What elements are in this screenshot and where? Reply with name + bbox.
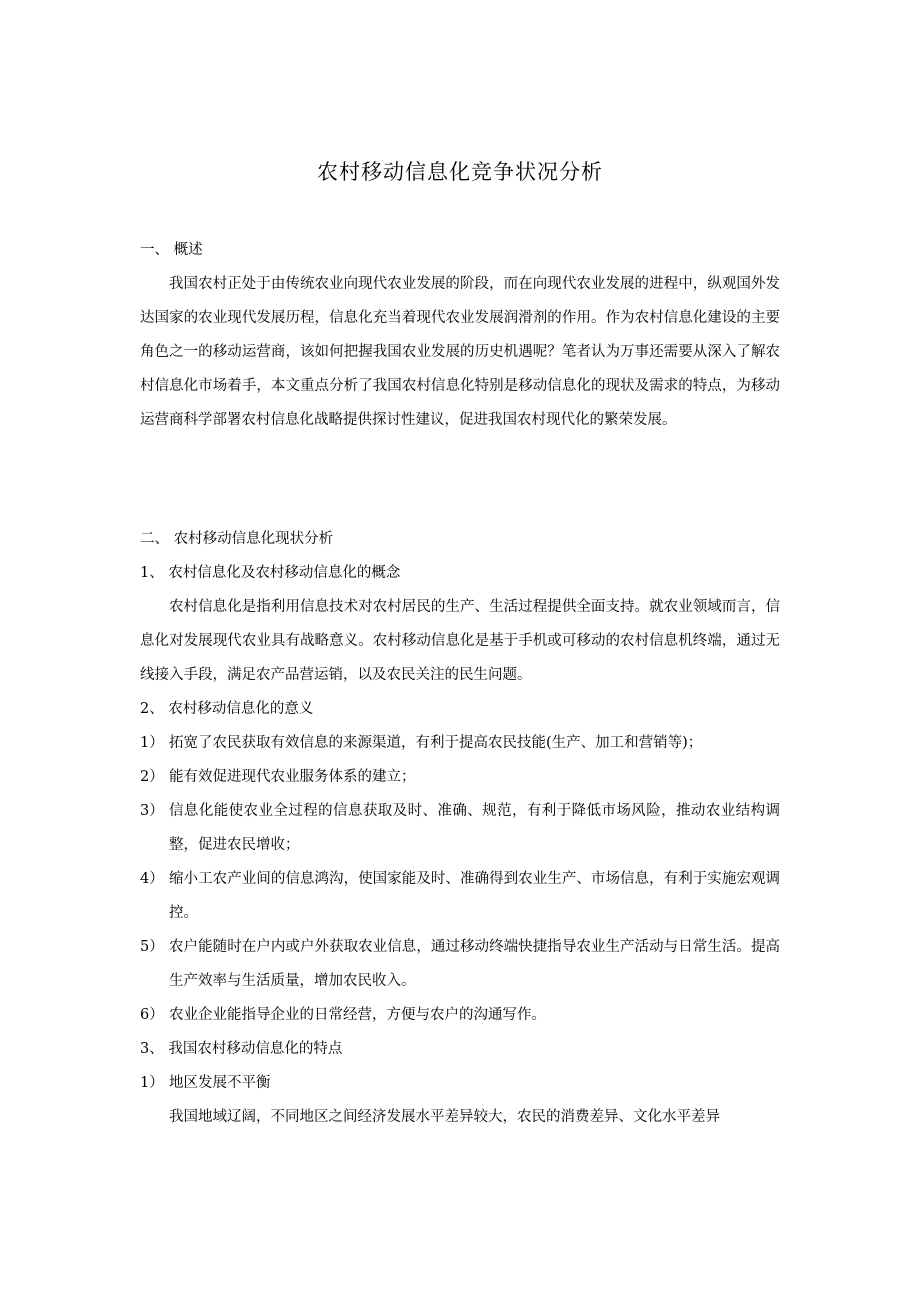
list-item-text: 农业企业能指导企业的日常经营，方便与农户的沟通写作。	[169, 1007, 546, 1023]
list-item-number: 4）	[140, 871, 164, 887]
list-item-number: 6）	[140, 1007, 164, 1023]
list-item	[140, 760, 780, 794]
list-item-number: 3）	[140, 803, 164, 819]
list-item	[140, 794, 780, 862]
list-item-text: 地区发展不平衡	[169, 1075, 271, 1091]
document-title: 农村移动信息化竞争状况分析	[317, 160, 603, 184]
list-item	[140, 726, 780, 760]
subsection-2-heading: 2、 农村移动信息化的意义	[140, 701, 314, 717]
subsection-3-paragraph: 我国地域辽阔，不同地区之间经济发展水平差异较大，农民的消费差异、文化水平差异	[169, 1109, 720, 1125]
subsection-1-heading: 1、 农村信息化及农村移动信息化的概念	[140, 565, 401, 581]
list-item-text: 信息化能使农业全过程的信息获取及时、准确、规范，有利于降低市场风险，推动农业结构调整，促进农民增收；	[169, 803, 780, 853]
list-item-text: 缩小工农产业间的信息鸿沟，使国家能及时、准确得到农业生产、市场信息，有利于实施宏观调控。	[169, 871, 780, 921]
subsection-1-paragraph: 农村信息化是指利用信息技术对农村居民的生产、生活过程提供全面支持。就农业领域而言，信息化对发展现代农业具有战略意义。农村移动信息化是基于手机或可移动的农村信息机终端，通过无线接入手段，满足农产品营运销，以及农民关注的民生问题。	[140, 599, 780, 683]
list-item-number: 2）	[140, 769, 164, 785]
section-1	[140, 233, 780, 437]
list-item	[140, 930, 780, 998]
section-1-paragraph: 我国农村正处于由传统农业向现代农业发展的阶段，而在向现代农业发展的进程中，纵观国外发达国家的农业现代发展历程，信息化充当着现代农业发展润滑剂的作用。作为农村信息化建设的主要角色之一的移动运营商，该如何把握我国农业发展的历史机遇呢？笔者认为万事还需要从深入了解农村信息化市场着手，本文重点分析了我国农村信息化特别是移动信息化的现状及需求的特点，为移动运营商科学部署农村信息化战略提供探讨性建议，促进我国农村现代化的繁荣发展。	[140, 276, 780, 428]
list-item-text: 能有效促进现代农业服务体系的建立；	[169, 769, 416, 785]
section-2-heading: 二、 农村移动信息化现状分析	[140, 531, 334, 547]
list-item	[140, 862, 780, 930]
list-item	[140, 998, 780, 1032]
list-item	[140, 1066, 780, 1100]
list-item-number: 1）	[140, 735, 164, 751]
list-item-text: 拓宽了农民获取有效信息的来源渠道，有利于提高农民技能(生产、加工和营销等)；	[169, 735, 703, 751]
section-2	[140, 522, 780, 1134]
list-item-text: 农户能随时在户内或户外获取农业信息，通过移动终端快捷指导农业生产活动与日常生活。提高生产效率与生活质量，增加农民收入。	[169, 939, 780, 989]
section-1-heading: 一、 概述	[140, 242, 203, 258]
list-item-number: 1）	[140, 1075, 164, 1091]
subsection-3-heading: 3、 我国农村移动信息化的特点	[140, 1041, 343, 1057]
list-item-number: 5）	[140, 939, 164, 955]
